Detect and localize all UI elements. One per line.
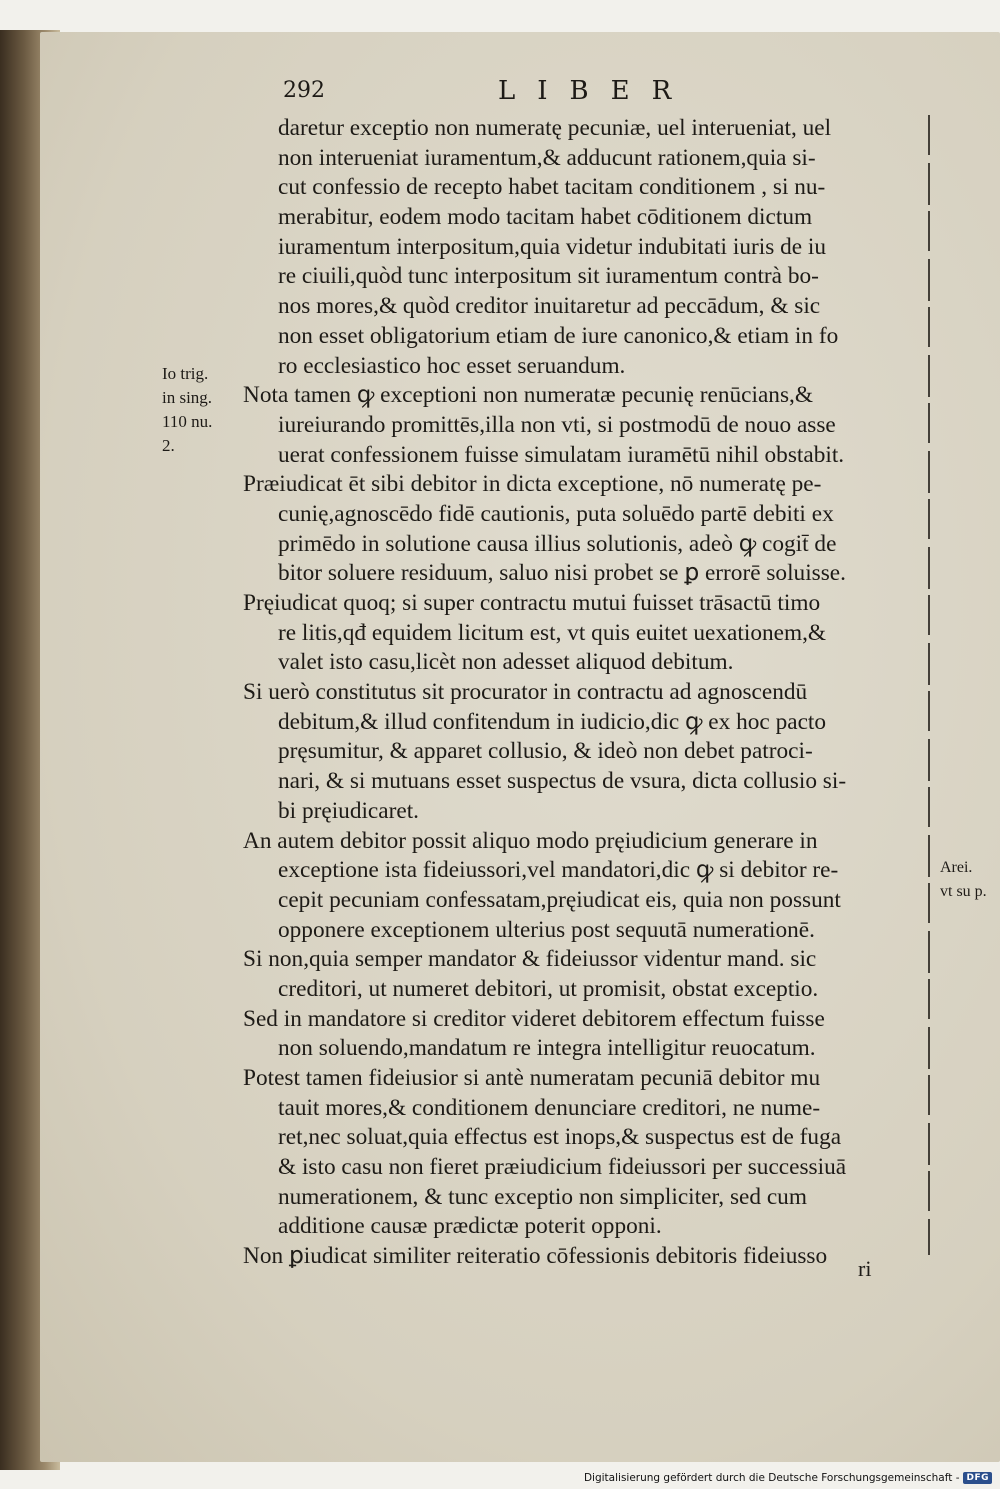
margin-note-line: 2.: [162, 436, 175, 455]
paragraph-start-line: Pręiudicat quoq; si super contractu mutui fuisset trāsactū timo: [243, 590, 821, 616]
text-line: iureiurando promittēs,illa non vti, si postmodū de nouo asse: [278, 411, 836, 438]
right-margin-note: [940, 856, 1000, 904]
page-number: 292: [283, 78, 325, 103]
paragraph-start-line: Si uerò constitutus sit procurator in contractu ad agnoscendū: [243, 679, 808, 706]
text-line: cepit pecuniam confessatam,pręiudicat eis, quia non possunt: [278, 886, 841, 913]
text-line: merabitur, eodem modo tacitam habet cōditionem dictum: [278, 204, 813, 231]
text-line: ro ecclesiastico hoc esset seruandum.: [278, 352, 626, 379]
text-line: ret,nec soluat,quia effectus est inops,& suspectus est de fuga: [278, 1124, 842, 1151]
text-line: exceptione ista fideiussori,vel mandatori,dic ꝙ si debitor re-: [278, 857, 839, 884]
margin-note-line: in sing.: [162, 388, 213, 407]
text-line: debitum,& illud confitendum in iudicio,dic ꝙ ex hoc pacto: [278, 708, 827, 735]
text-line: nari, & si mutuans esset suspectus de vsura, dicta collusio si-: [278, 768, 847, 795]
text-line: numerationem, & tunc exceptio non simpliciter, sed cum: [278, 1183, 807, 1210]
text-line: valet isto casu,licèt non adesset aliquod debitum.: [278, 649, 734, 676]
paragraph-start-line: Potest tamen fideiusior si antè numeratam pecuniā debitor mu: [243, 1065, 821, 1091]
running-title: LIBER: [498, 76, 694, 106]
text-line: creditori, ut numeret debitori, ut promisit, obstat exceptio.: [278, 975, 819, 1002]
text-line: additione causæ prædictæ poterit opponi.: [278, 1213, 662, 1240]
body-text: [243, 114, 923, 1272]
margin-note-line: vt su p.: [940, 883, 987, 900]
text-line: re ciuili,quòd tunc interpositum sit iuramentum contrà bo-: [278, 263, 819, 290]
text-line: & isto casu non fieret præiudicium fideiussori per successiuā: [278, 1154, 847, 1181]
text-line: primēdo in solutione causa illius solutionis, adeò ꝙ cogit̄ de: [278, 530, 837, 557]
text-line: nos mores,& quòd creditor inuitaretur ad peccādum, & sic: [278, 293, 821, 320]
text-line: bitor soluere residuum, saluo nisi probet se ꝑ errorē soluisse.: [278, 560, 846, 587]
text-line: uerat confessionem fuisse simulatam iuramētū nihil obstabit.: [278, 441, 845, 468]
text-line: opponere exceptionem ulterius post sequutā numerationē.: [278, 916, 815, 943]
paragraph-start-line: An autem debitor possit aliquo modo pręiudicium generare in: [243, 827, 818, 854]
text-line: pręsumitur, & apparet collusio, & ideò non debet patroci-: [278, 738, 813, 765]
text-line: daretur exceptio non numeratę pecuniæ, uel interueniat, uel: [278, 115, 832, 141]
credit-text: Digitalisierung gefördert durch die Deutsche Forschungsgemeinschaft -: [583, 1472, 960, 1484]
paragraph-start-line: Si non,quia semper mandator & fideiussor videntur mand. sic: [243, 946, 817, 973]
text-line: non soluendo,mandatum re integra intelligitur reuocatum.: [278, 1035, 816, 1062]
text-line: non esset obligatorium etiam de iure canonico,& etiam in fo: [278, 322, 839, 349]
text-line: tauit mores,& conditionem denunciare creditori, ne nume-: [278, 1094, 821, 1121]
margin-note-line: Arei.: [940, 859, 973, 876]
margin-note-line: 110 nu.: [162, 412, 213, 431]
paragraph-start-line: Præiudicat ēt sibi debitor in dicta exceptione, nō numeratę pe-: [243, 471, 822, 498]
paragraph-start-line: Non ꝑiudicat similiter reiteratio cōfessionis debitoris fideiusso: [243, 1243, 828, 1270]
text-line: cut confessio de recepto habet tacitam conditionem , si nu-: [278, 174, 826, 201]
paragraph-start-line: Sed in mandatore si creditor videret debitorem effectum fuisse: [243, 1005, 825, 1032]
page-header: [283, 78, 903, 114]
digitization-credit: [584, 1470, 992, 1486]
left-margin-note: [162, 362, 242, 458]
text-line: re litis,qđ equidem licitum est, vt quis euitet uexationem,&: [278, 619, 827, 646]
catchword: ri: [858, 1256, 872, 1281]
text-line: cunię,agnoscēdo fidē cautionis, puta soluēdo partē debiti ex: [278, 500, 834, 527]
text-line: iuramentum interpositum,quia videtur indubitati iuris de iu: [278, 233, 827, 260]
text-line: non interueniat iuramentum,& adducunt rationem,quia si-: [278, 144, 816, 171]
margin-note-line: Io trig.: [162, 364, 209, 383]
text-line: bi pręiudicaret.: [278, 797, 420, 824]
paragraph-start-line: Nota tamen ꝙ exceptioni non numeratæ pecunię renūcians,&: [243, 382, 813, 409]
dfg-logo-icon: DFG: [963, 1472, 992, 1484]
margin-rule: [928, 115, 930, 1255]
